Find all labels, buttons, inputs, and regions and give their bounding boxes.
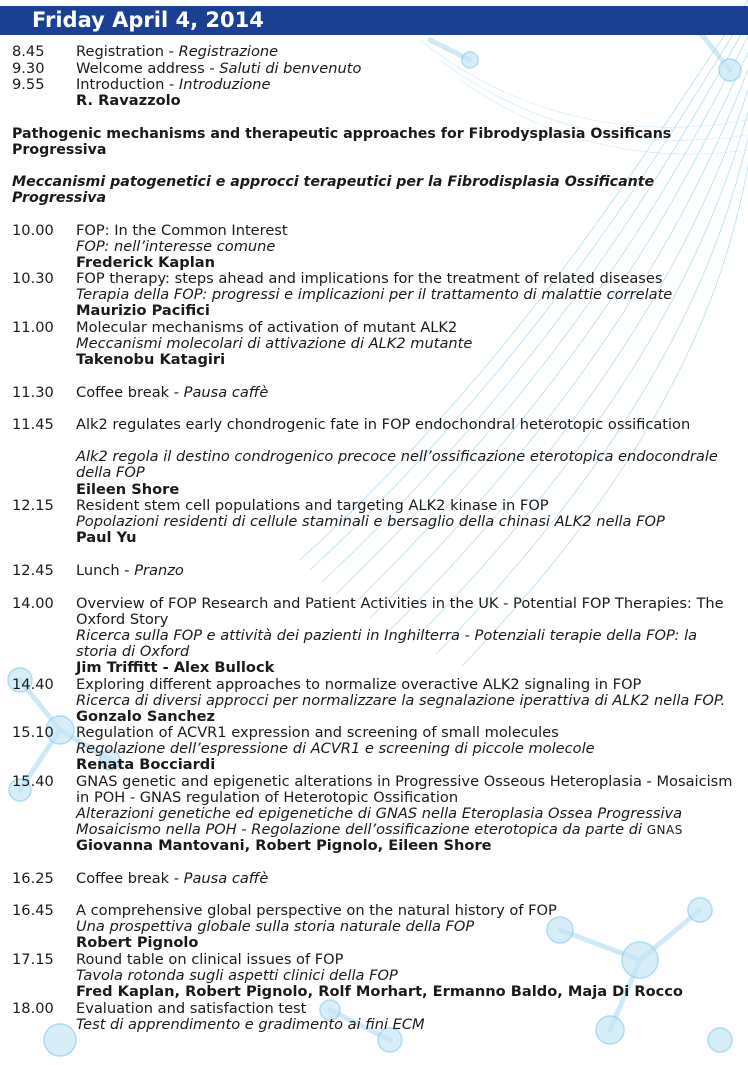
talk-title-en: A comprehensive global perspective on the natural history of FOP [76, 902, 557, 919]
time-18-00: 18.00 [12, 1000, 54, 1017]
session-title-it: Meccanismi patogenetici e approcci terapeutici per la Fibrodisplasia Ossificante Progressiva [12, 174, 655, 206]
time-15-40: 15.40 [12, 773, 54, 790]
separator: - [204, 60, 220, 77]
talk-title-en: Regulation of ACVR1 expression and screening of small molecules [76, 724, 559, 741]
time-9-30: 9.30 [12, 60, 45, 77]
item-title-it: Saluti di benvenuto [219, 60, 362, 77]
speaker-name: Fred Kaplan, Robert Pignolo, Rolf Morhart, Ermanno Baldo, Maja Di Rocco [76, 983, 683, 1000]
agenda-item-welcome [76, 61, 361, 77]
separator: - [169, 870, 184, 887]
talk-title-it: Regolazione dell’espressione di ACVR1 e screening di piccole molecole [76, 740, 595, 757]
speaker-name: Eileen Shore [76, 481, 180, 498]
talk-title-it-line2: Mosaicismo nella POH - Regolazione dell’ossificazione eterotopica da parte di [76, 821, 643, 838]
speaker-name: Takenobu Katagiri [76, 351, 226, 368]
time-8-45: 8.45 [12, 43, 45, 60]
speaker-name: Robert Pignolo [76, 934, 199, 951]
speaker-name: Frederick Kaplan [76, 254, 215, 271]
item-title-en: Welcome address [76, 60, 205, 77]
speaker-name: Paul Yu [76, 529, 137, 546]
time-11-45: 11.45 [12, 416, 54, 433]
talk-title-it: Una prospettiva globale sulla storia naturale della FOP [76, 918, 475, 935]
separator: - [164, 76, 179, 93]
speaker-name: Gonzalo Sanchez [76, 708, 216, 725]
talk-title-en: GNAS genetic and epigenetic alterations in Progressive Osseous Heteroplasia - Mosaicism in POH - GNAS regulation of Heterotopic Ossification [76, 773, 733, 806]
talk-title-it-and-speaker [76, 693, 740, 725]
time-12-45: 12.45 [12, 562, 54, 579]
item-title-it: Pranzo [134, 562, 184, 579]
time-14-40: 14.40 [12, 676, 54, 693]
item-title-en: Coffee break [76, 384, 170, 401]
talk-title-it: FOP: nell’interesse comune [76, 238, 276, 255]
time-16-45: 16.45 [12, 902, 54, 919]
speaker-name: Renata Bocciardi [76, 756, 216, 773]
agenda-item-registration [76, 44, 278, 60]
talk-title-en: Round table on clinical issues of FOP [76, 951, 344, 968]
time-9-55: 9.55 [12, 76, 45, 93]
item-title-it: Pausa caffè [183, 384, 269, 401]
talk-title-it: Meccanismi molecolari di attivazione di ALK2 mutante [76, 335, 473, 352]
item-title-it: Pausa caffè [183, 870, 269, 887]
time-16-25: 16.25 [12, 870, 54, 887]
speaker-name: Giovanna Mantovani, Robert Pignolo, Eileen Shore [76, 837, 492, 854]
item-title-en: Lunch [76, 562, 120, 579]
item-title-it: Introduzione [178, 76, 271, 93]
speaker-name: Maurizio Pacifici [76, 302, 210, 319]
talk-title-en: Molecular mechanisms of activation of mutant ALK2 [76, 319, 458, 336]
speaker-name: Jim Triffitt - Alex Bullock [76, 659, 275, 676]
talk-title-en: Resident stem cell populations and targeting ALK2 kinase in FOP [76, 497, 549, 514]
talk-title-it: Ricerca di diversi approcci per normalizzare la segnalazione iperattiva di ALK2 nella FOP. [76, 692, 726, 709]
agenda-item-introduction [76, 77, 271, 93]
talk-title-en: Overview of FOP Research and Patient Activities in the UK - Potential FOP Therapies: The Oxford Story [76, 595, 724, 628]
talk-title-en: Alk2 regulates early chondrogenic fate in FOP endochondral heterotopic ossification [76, 416, 691, 433]
time-17-15: 17.15 [12, 951, 54, 968]
separator: - [119, 562, 135, 579]
separator: - [164, 43, 179, 60]
session-title-en: Pathogenic mechanisms and therapeutic approaches for Fibrodysplasia Ossificans Progressiva [12, 126, 672, 158]
time-15-10: 15.10 [12, 724, 54, 741]
separator: - [169, 384, 184, 401]
time-11-30: 11.30 [12, 384, 54, 401]
time-10-30: 10.30 [12, 270, 54, 287]
time-14-00: 14.00 [12, 595, 54, 612]
item-title-en: Registration [76, 43, 165, 60]
time-11-00: 11.00 [12, 319, 54, 336]
talk-title-it: Tavola rotonda sugli aspetti clinici della FOP [76, 967, 398, 984]
talk-title-en: FOP therapy: steps ahead and implications for the treatment of related diseases [76, 270, 663, 287]
talk-title-it: Terapia della FOP: progressi e implicazioni per il trattamento di malattie correlate [76, 286, 673, 303]
talk-title-it-continued [76, 822, 683, 838]
talk-title-en: Evaluation and satisfaction test [76, 1000, 307, 1017]
speaker-name: R. Ravazzolo [76, 92, 181, 109]
talk-title-it: Alterazioni genetiche ed epigenetiche di GNAS nella Eteroplasia Ossea Progressiva [76, 805, 683, 822]
talk-title-en: FOP: In the Common Interest [76, 222, 288, 239]
talk-title-it: Popolazioni residenti di cellule staminali e bersaglio della chinasi ALK2 nella FOP [76, 513, 665, 530]
agenda-item-coffee-break [76, 385, 268, 401]
talk-title-it: Test di apprendimento e gradimento ai fini ECM [76, 1016, 425, 1033]
item-title-it: Registrazione [178, 43, 279, 60]
item-title-en: Coffee break [76, 870, 170, 887]
page-title: Friday April 4, 2014 [32, 8, 264, 32]
agenda-item-coffee-break [76, 871, 268, 887]
agenda-item-lunch [76, 563, 184, 579]
gnas-label: GNAS [646, 823, 683, 837]
time-10-00: 10.00 [12, 222, 54, 239]
talk-title-en: Exploring different approaches to normalize overactive ALK2 signaling in FOP [76, 676, 642, 693]
item-title-en: Introduction [76, 76, 165, 93]
talk-title-it: Ricerca sulla FOP e attività dei pazienti in Inghilterra - Potenziali terapie della FOP: la storia di Oxford [76, 627, 698, 660]
talk-title-it: Alk2 regola il destino condrogenico precoce nell’ossificazione eterotopica endocondrale della FOP [76, 448, 718, 481]
time-12-15: 12.15 [12, 497, 54, 514]
